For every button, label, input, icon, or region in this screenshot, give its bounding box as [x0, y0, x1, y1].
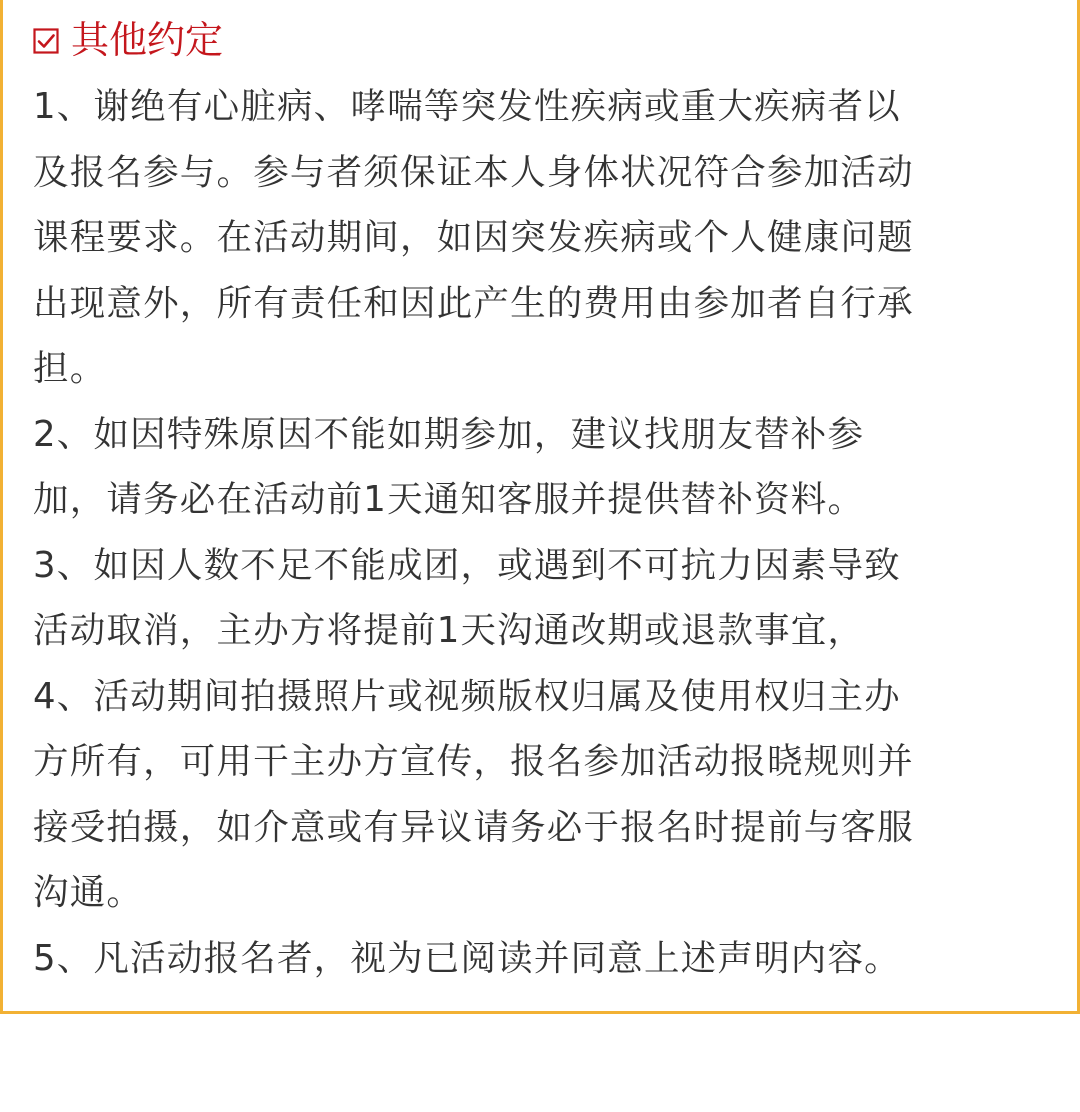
terms-line: 课程要求。在活动期间，如因突发疾病或个人健康问题: [33, 217, 914, 258]
terms-line: 3、如因人数不足不能成团，或遇到不可抗力因素导致: [33, 544, 901, 586]
terms-line: 加，请务必在活动前1天通知客服并提供替补资料。: [33, 479, 865, 520]
terms-line: 出现意外，所有责任和因此产生的费用由参加者自行承: [33, 282, 914, 324]
terms-line: 沟通。: [33, 872, 144, 913]
terms-line: 接受拍摄，如介意或有异议请务必于报名时提前与客服: [33, 806, 914, 848]
terms-line: 5、凡活动报名者，视为已阅读并同意上述声明内容。: [33, 937, 901, 979]
terms-body: [33, 74, 1057, 991]
terms-line: 1、谢绝有心脏病、哮喘等突发性疾病或重大疾病者以: [33, 86, 901, 127]
checkbox-checked-icon: [33, 28, 59, 54]
terms-line: 4、活动期间拍摄照片或视频版权归属及使用权归主办: [33, 675, 901, 717]
terms-line: 担。: [33, 348, 107, 389]
terms-line: 活动取消，主办方将提前1天沟通改期或退款事宜，: [33, 610, 865, 651]
terms-line: 及报名参与。参与者须保证本人身体状况符合参加活动: [33, 151, 914, 193]
section-heading: [33, 14, 223, 66]
terms-line: 2、如因特殊原因不能如期参加，建议找朋友替补参: [33, 413, 865, 455]
terms-line: 方所有，可用干主办方宣传，报名参加活动报晓规则并: [33, 741, 914, 782]
section-title: 其他约定: [71, 18, 224, 62]
